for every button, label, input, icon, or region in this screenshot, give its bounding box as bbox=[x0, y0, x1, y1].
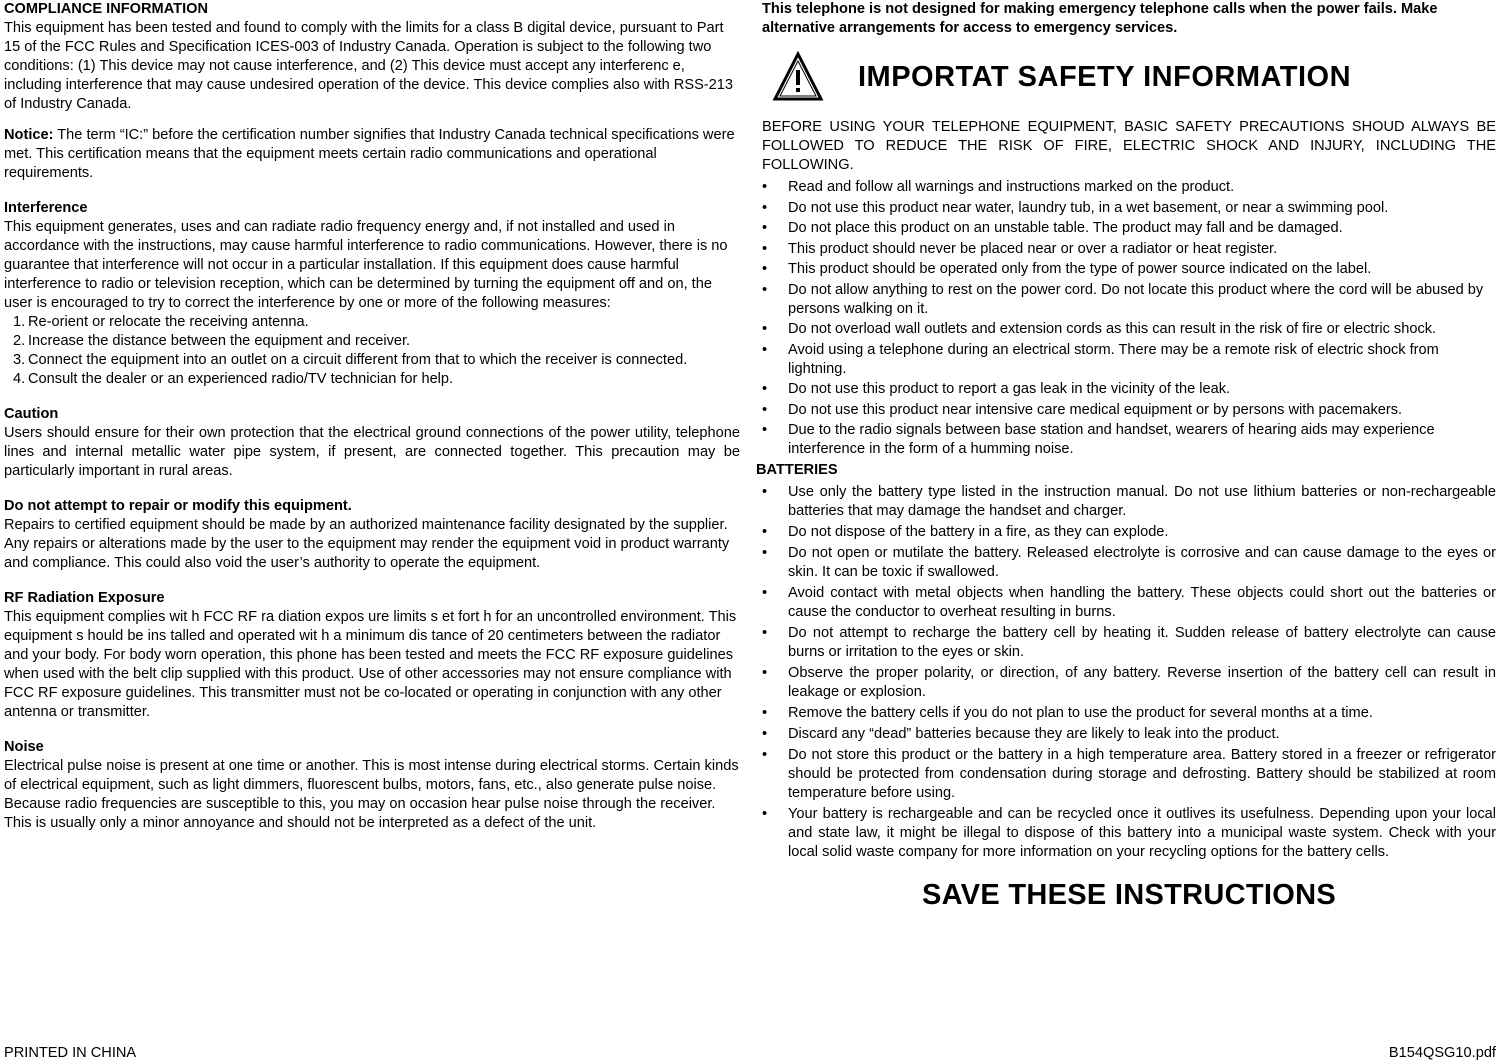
list-item: • Do not place this product on an unstable table. The product may fall and be damaged. bbox=[762, 220, 1343, 236]
list-item: • Do not dispose of the battery in a fire, as they can explode. bbox=[762, 523, 1169, 540]
bullet-icon: • bbox=[762, 746, 768, 763]
save-instructions-heading: SAVE THESE INSTRUCTIONS bbox=[921, 878, 1337, 911]
list-item: • Do not overload wall outlets and extension cords as this can result in the risk of fire or electric shock. bbox=[762, 321, 1437, 337]
bullet-icon: • bbox=[762, 179, 768, 195]
bullet-icon: • bbox=[762, 199, 768, 216]
bullet-icon: • bbox=[762, 401, 768, 418]
bullet-icon: • bbox=[762, 523, 768, 540]
bullet-icon: • bbox=[762, 664, 768, 681]
compliance-text: This equipment has been tested and found to comply with the limits for a class B digital device, pursuant to Part 15 of the FCC Rules and Specification ICES-003 of Industry Canada. Operation is subject to the following two conditions: (1) This device may not cause interference, and (2) This device must accept any interferenc e, including interference that may cause undesired operation of the device. This device complies also with RSS-213 of Industry Canada. bbox=[4, 20, 734, 112]
batteries-list bbox=[762, 483, 1496, 862]
interference-heading: Interference bbox=[4, 200, 88, 216]
compliance-heading: COMPLIANCE INFORMATION bbox=[4, 1, 209, 17]
bullet-icon: • bbox=[762, 584, 768, 601]
list-item: 3. Connect the equipment into an outlet on a circuit different from that to which the receiver is connected. bbox=[13, 352, 688, 368]
notice-section bbox=[4, 126, 740, 183]
batteries-heading: BATTERIES bbox=[756, 461, 838, 478]
caution-text: Users should ensure for their own protection that the electrical ground connections of the power utility, telephone lines and internal metallic water pipe system, if present, are connected together. This precaution may be particularly important in rural areas. bbox=[4, 425, 740, 479]
list-item: • Read and follow all warnings and instructions marked on the product. bbox=[762, 179, 1235, 195]
list-item: 1. Re-orient or relocate the receiving antenna. bbox=[13, 314, 309, 330]
interference-text: This equipment generates, uses and can radiate radio frequency energy and, if not installed and used in accordance with the instructions, may cause harmful interference to radio communications. However, there is no guarantee that interference will not occur in a particular installation. If this equipment does cause harmful interference to radio or television reception, which can be determined by turning the equipment off and on, the user is encouraged to try to correct the interference by one or more of the following measures: bbox=[4, 219, 728, 311]
bullet-icon: • bbox=[762, 341, 768, 358]
emergency-notice: This telephone is not designed for making emergency telephone calls when the power fails. Make alternative arrangements for access to emergency services. bbox=[762, 1, 1438, 36]
list-item: • Do not allow anything to rest on the power cord. Do not locate this product where the cord will be abused by persons walking on it. bbox=[762, 281, 1484, 317]
warning-triangle-icon bbox=[772, 51, 824, 103]
list-item: • Your battery is rechargeable and can be recycled once it outlives its usefulness. Depending upon your local and state law, it might be illegal to dispose of this battery into a municipal waste system. Check with your local solid waste company for more information on your recycling options for the battery cells. bbox=[762, 805, 1496, 860]
bullet-icon: • bbox=[762, 725, 768, 742]
right-column bbox=[756, 0, 1496, 911]
compliance-section bbox=[4, 0, 740, 114]
repair-text: Repairs to certified equipment should be made by an authorized maintenance facility designated by the supplier. Any repairs or alterations made by the user to the equipment may render the equipment void in product warranty and compliance. This could also void the user’s authority to operate the equipment. bbox=[4, 517, 730, 571]
bullet-icon: • bbox=[762, 321, 768, 337]
list-item: • Observe the proper polarity, or direction, of any battery. Reverse insertion of the battery cell can result in leakage or explosion. bbox=[762, 664, 1496, 700]
list-item: • Do not use this product to report a gas leak in the vicinity of the leak. bbox=[762, 381, 1231, 397]
rf-exposure-section bbox=[4, 589, 740, 722]
list-item: • This product should be operated only from the type of power source indicated on the label. bbox=[762, 261, 1372, 277]
safety-title: IMPORTAT SAFETY INFORMATION bbox=[858, 60, 1352, 93]
list-item: • This product should never be placed near or over a radiator or heat register. bbox=[762, 240, 1278, 257]
list-item: • Do not store this product or the battery in a high temperature area. Battery stored in a freezer or refrigerator should be protected from condensation during storage and defrosting. Battery should be stabilized at room temperature before using. bbox=[762, 746, 1496, 801]
noise-heading: Noise bbox=[4, 739, 44, 755]
noise-text: Electrical pulse noise is present at one time or another. This is most intense during electrical storms. Certain kinds of electrical equipment, such as light dimmers, fluorescent bulbs, motors, fans, etc., also generate pulse noise. Because radio frequencies are susceptible to this, you may on occasion hear pulse noise through the receiver. This is usually only a minor annoyance and should not be interpreted as a defect of the unit. bbox=[4, 758, 739, 831]
bullet-icon: • bbox=[762, 381, 768, 397]
caution-heading: Caution bbox=[4, 406, 59, 422]
repair-section bbox=[4, 497, 740, 573]
footer-filename: B154QSG10.pdf bbox=[1388, 1045, 1496, 1061]
list-item: • Avoid using a telephone during an electrical storm. There may be a remote risk of electric shock from lightning. bbox=[762, 341, 1439, 377]
list-item: 4. Consult the dealer or an experienced radio/TV technician for help. bbox=[13, 371, 454, 387]
list-item: • Discard any “dead” batteries because they are likely to leak into the product. bbox=[762, 725, 1280, 742]
left-column bbox=[4, 0, 740, 849]
rf-exposure-heading: RF Radiation Exposure bbox=[4, 590, 165, 606]
bullet-icon: • bbox=[762, 483, 768, 500]
noise-section bbox=[4, 738, 740, 833]
rf-exposure-text: This equipment complies wit h FCC RF ra diation expos ure limits s et fort h for an uncontrolled environment. This equipment s hould be ins talled and operated wit h a minimum dis tance of 20 centimeters between the radiator and your body. For body worn operation, this phone has been tested and meets the FCC RF exposure guidelines when used with the belt clip supplied with this product. Use of other accessories may not ensure compliance with FCC RF exposure guidelines. This transmitter must not be co-located or operating in conjunction with any other antenna or transmitter. bbox=[4, 609, 737, 720]
interference-measures-list bbox=[4, 313, 740, 389]
bullet-icon: • bbox=[762, 240, 768, 257]
list-item: • Do not use this product near intensive care medical equipment or by persons with pacemakers. bbox=[762, 401, 1403, 418]
bullet-icon: • bbox=[762, 544, 768, 561]
interference-section bbox=[4, 199, 740, 389]
repair-heading: Do not attempt to repair or modify this equipment. bbox=[4, 498, 352, 514]
list-item: • Due to the radio signals between base station and handset, wearers of hearing aids may experience interference in the form of a humming noise. bbox=[762, 422, 1435, 457]
safety-preface: BEFORE USING YOUR TELEPHONE EQUIPMENT, BASIC SAFETY PRECAUTIONS SHOUD ALWAYS BE FOLLOWED TO REDUCE THE RISK OF FIRE, ELECTRIC SHOCK AND INJURY, INCLUDING THE FOLLOWING. bbox=[762, 119, 1496, 173]
bullet-icon: • bbox=[762, 261, 768, 277]
notice-label: Notice: bbox=[4, 127, 54, 143]
footer-printed-in: PRINTED IN CHINA bbox=[4, 1045, 137, 1061]
bullet-icon: • bbox=[762, 805, 768, 822]
safety-list bbox=[762, 178, 1496, 459]
notice-text: The term “IC:” before the certification number signifies that Industry Canada technical specifications were met. This certification means that the equipment meets certain radio communications and operational requirements. bbox=[4, 127, 735, 181]
bullet-icon: • bbox=[762, 281, 768, 298]
bullet-icon: • bbox=[762, 220, 768, 236]
list-item: 2. Increase the distance between the equipment and receiver. bbox=[13, 333, 411, 349]
bullet-icon: • bbox=[762, 704, 768, 721]
list-item: • Avoid contact with metal objects when handling the battery. These objects could short out the batteries or cause the conductor to overheat resulting in burns. bbox=[762, 584, 1496, 620]
list-item: • Do not open or mutilate the battery. Released electrolyte is corrosive and can cause damage to the eyes or skin. It can be toxic if swallowed. bbox=[762, 544, 1496, 580]
caution-section bbox=[4, 405, 740, 481]
list-item: • Do not use this product near water, laundry tub, in a wet basement, or near a swimming pool. bbox=[762, 199, 1389, 216]
safety-header bbox=[762, 50, 1496, 104]
list-item: • Use only the battery type listed in the instruction manual. Do not use lithium batteries or non-rechargeable batteries that may damage the handset and charger. bbox=[762, 483, 1496, 519]
bullet-icon: • bbox=[762, 624, 768, 641]
list-item: • Remove the battery cells if you do not plan to use the product for several months at a time. bbox=[762, 704, 1373, 721]
list-item: • Do not attempt to recharge the battery cell by heating it. Sudden release of battery electrolyte can cause burns or irritation to the eyes or skin. bbox=[762, 624, 1496, 660]
bullet-icon: • bbox=[762, 422, 768, 438]
